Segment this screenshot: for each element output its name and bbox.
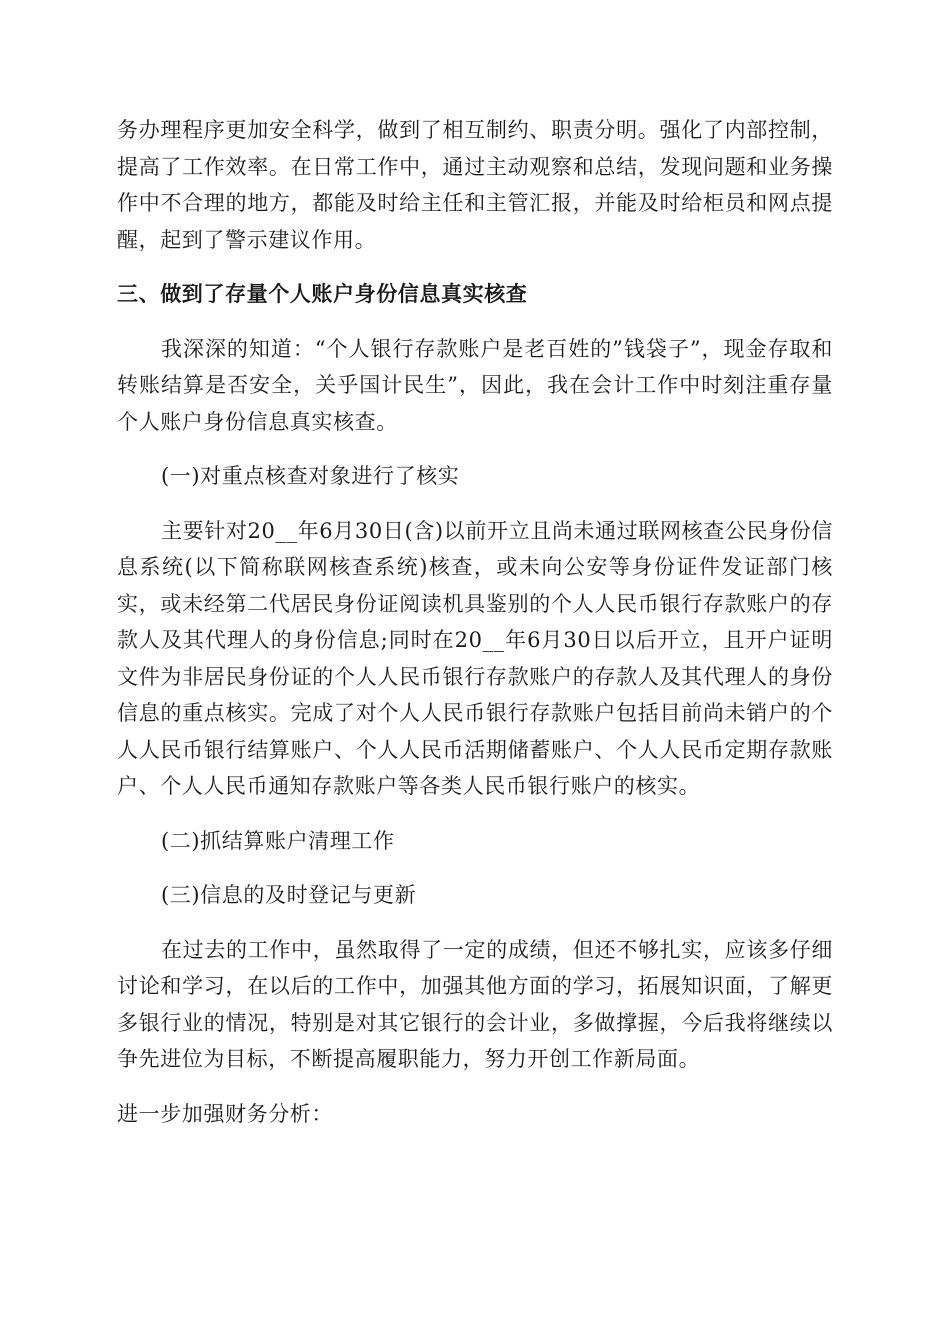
paragraph-detail: 主要针对20__年6月30日(含)以前开立且尚未通过联网核查公民身份信息系统(以下简称联网核查系统)核查，或未向公安等身份证件发证部门核实，或未经第二代居民身份证阅读机具鉴别的个人人民币银行存款账户的存款人及其代理人的身份信息;同时在20__年6月30日以后开立，且开户证明文件为非居民身份证的个人人民币银行存款账户的存款人及其代理人的身份信息的重点核实。完成了对个人人民币银行存款账户包括目前尚未销户的个人人民币银行结算账户、个人人民币活期储蓄账户、个人人民币定期存款账户、个人人民币通知存款账户等各类人民币银行账户的核实。	[117, 518, 833, 798]
subheading-1: (一)对重点核查对象进行了核实	[161, 464, 460, 488]
subheading-2: (二)抓结算账户清理工作	[161, 828, 395, 853]
paragraph-summary: 在过去的工作中，虽然取得了一定的成绩，但还不够扎实，应该多仔细讨论和学习，在以后的工作中，加强其他方面的学习，拓展知识面，了解更多银行业的情况，特别是对其它银行的会计业，多做撑握，今后我将继续以争先进位为目标，不断提高履职能力，努力开创工作新局面。	[117, 937, 833, 1071]
paragraph-continued: 务办理程序更加安全科学，做到了相互制约、职责分明。强化了内部控制，提高了工作效率。在日常工作中，通过主动观察和总结，发现问题和业务操作中不合理的地方，都能及时给主任和主管汇报，并能及时给柜员和网点提醒，起到了警示建议作用。	[117, 118, 833, 252]
document-page	[117, 112, 833, 1132]
paragraph-intro: 我深深的知道：“个人银行存款账户是老百姓的”钱袋子”，现金存取和转账结算是否安全，关乎国计民生”，因此，我在会计工作中时刻注重存量个人账户身份信息真实核查。	[117, 336, 833, 434]
subheading-3: (三)信息的及时登记与更新	[161, 883, 417, 907]
section-heading-3: 三、做到了存量个人账户身份信息真实核查	[117, 281, 528, 306]
paragraph-last: 进一步加强财务分析：	[117, 1101, 333, 1126]
